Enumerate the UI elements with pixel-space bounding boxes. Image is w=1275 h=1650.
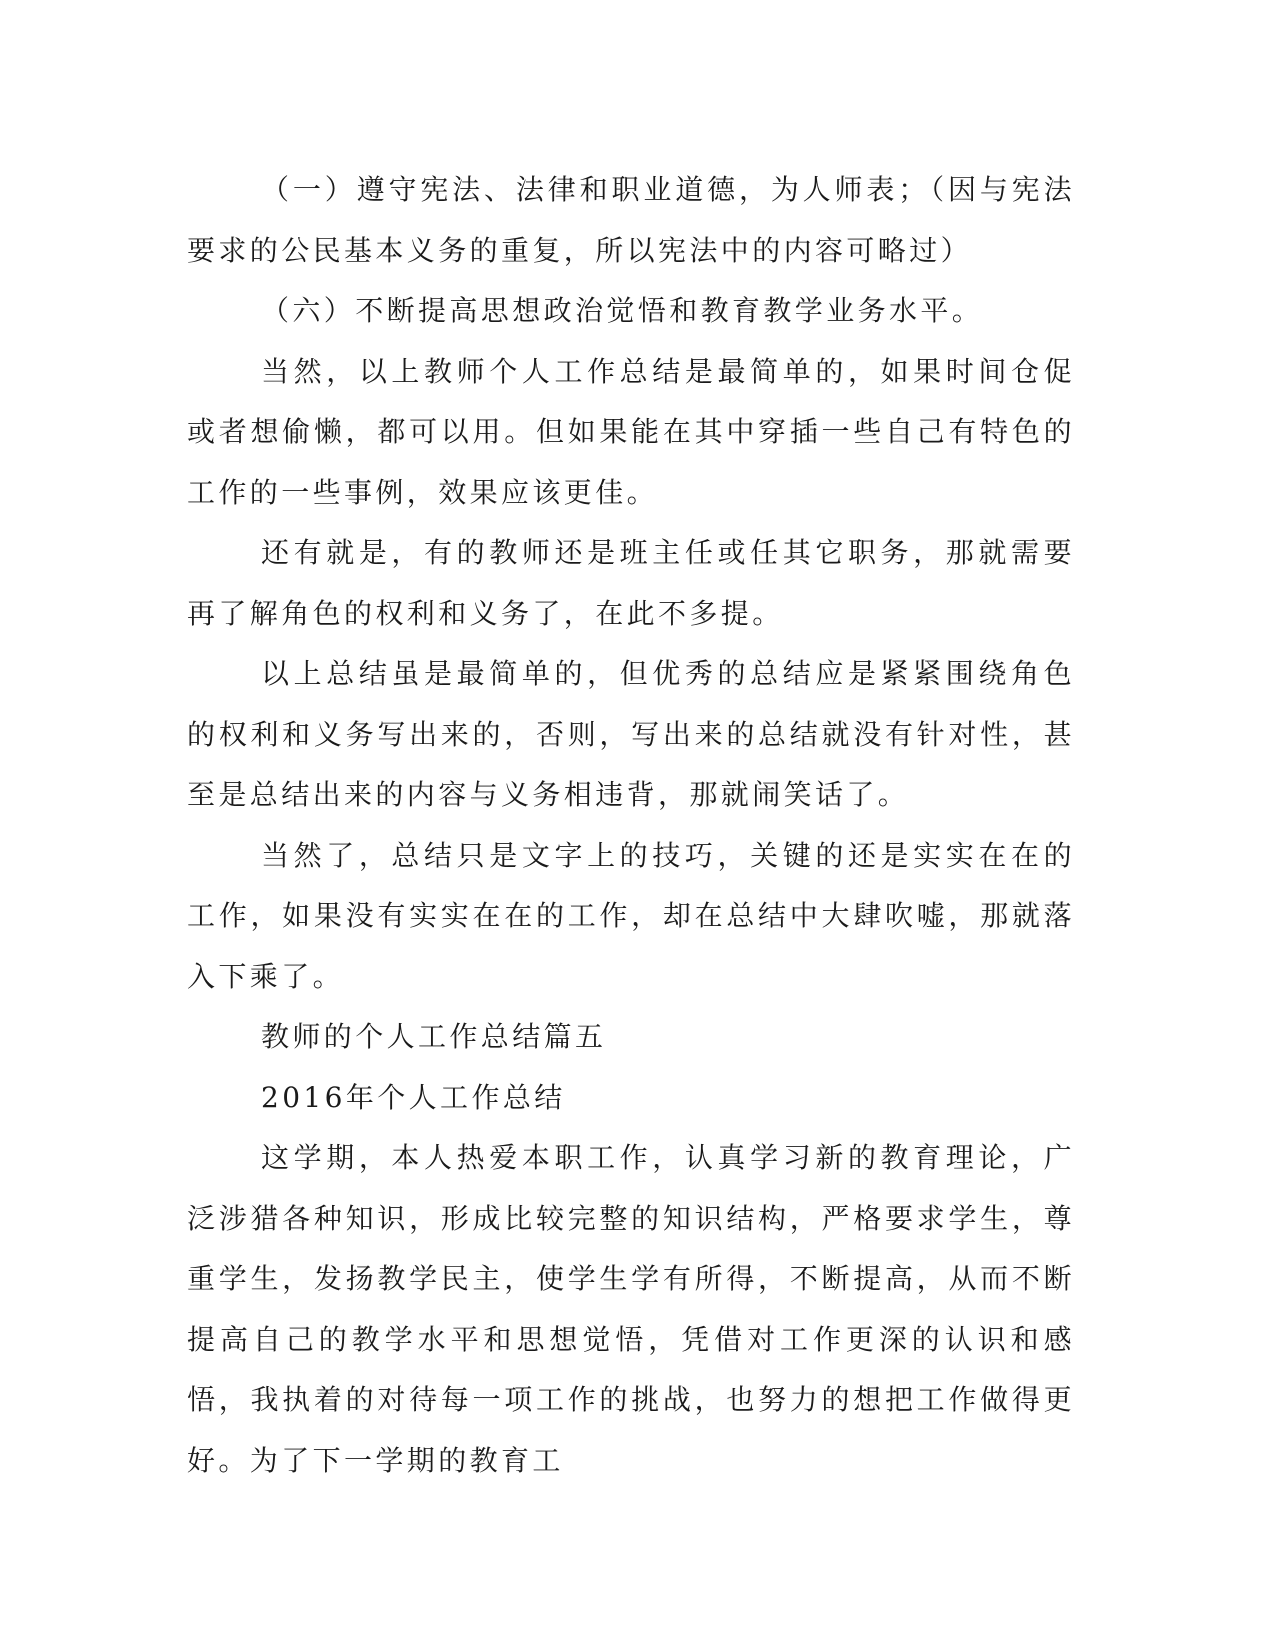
document-body bbox=[187, 160, 1075, 1491]
summary-title: 2016年个人工作总结 bbox=[261, 1080, 566, 1114]
paragraph-excellent-summary: 以上总结虽是最简单的，但优秀的总结应是紧紧围绕角色的权利和义务写出来的，否则，写出来的总结就没有针对性，甚至是总结出来的内容与义务相违背，那就闹笑话了。 bbox=[187, 657, 1075, 811]
paragraph-real-work: 当然了，总结只是文字上的技巧，关键的还是实实在在的工作，如果没有实实在在的工作，却在总结中大肆吹嘘，那就落入下乘了。 bbox=[187, 838, 1075, 993]
paragraph-semester: 这学期，本人热爱本职工作，认真学习新的教育理论，广泛涉猎各种知识，形成比较完整的知识结构，严格要求学生，尊重学生，发扬教学民主，使学生学有所得，不断提高，从而不断提高自己的教学水平和思想觉悟，凭借对工作更深的认识和感悟，我执着的对待每一项工作的挑战，也努力的想把工作做得更好。为了下一学期的教育工 bbox=[187, 1141, 1075, 1477]
section-heading: 教师的个人工作总结篇五 bbox=[261, 1020, 607, 1053]
paragraph-other-roles: 还有就是，有的教师还是班主任或任其它职务，那就需要再了解角色的权利和义务了，在此不多提。 bbox=[187, 536, 1075, 630]
paragraph-simple-summary: 当然，以上教师个人工作总结是最简单的，如果时间仓促或者想偷懒，都可以用。但如果能在其中穿插一些自己有特色的工作的一些事例，效果应该更佳。 bbox=[187, 354, 1075, 509]
paragraph-duty-six: （六）不断提高思想政治觉悟和教育教学业务水平。 bbox=[261, 294, 984, 327]
paragraph-duty-one: （一）遵守宪法、法律和职业道德，为人师表；（因与宪法要求的公民基本义务的重复，所以宪法中的内容可略过） bbox=[187, 173, 1075, 267]
